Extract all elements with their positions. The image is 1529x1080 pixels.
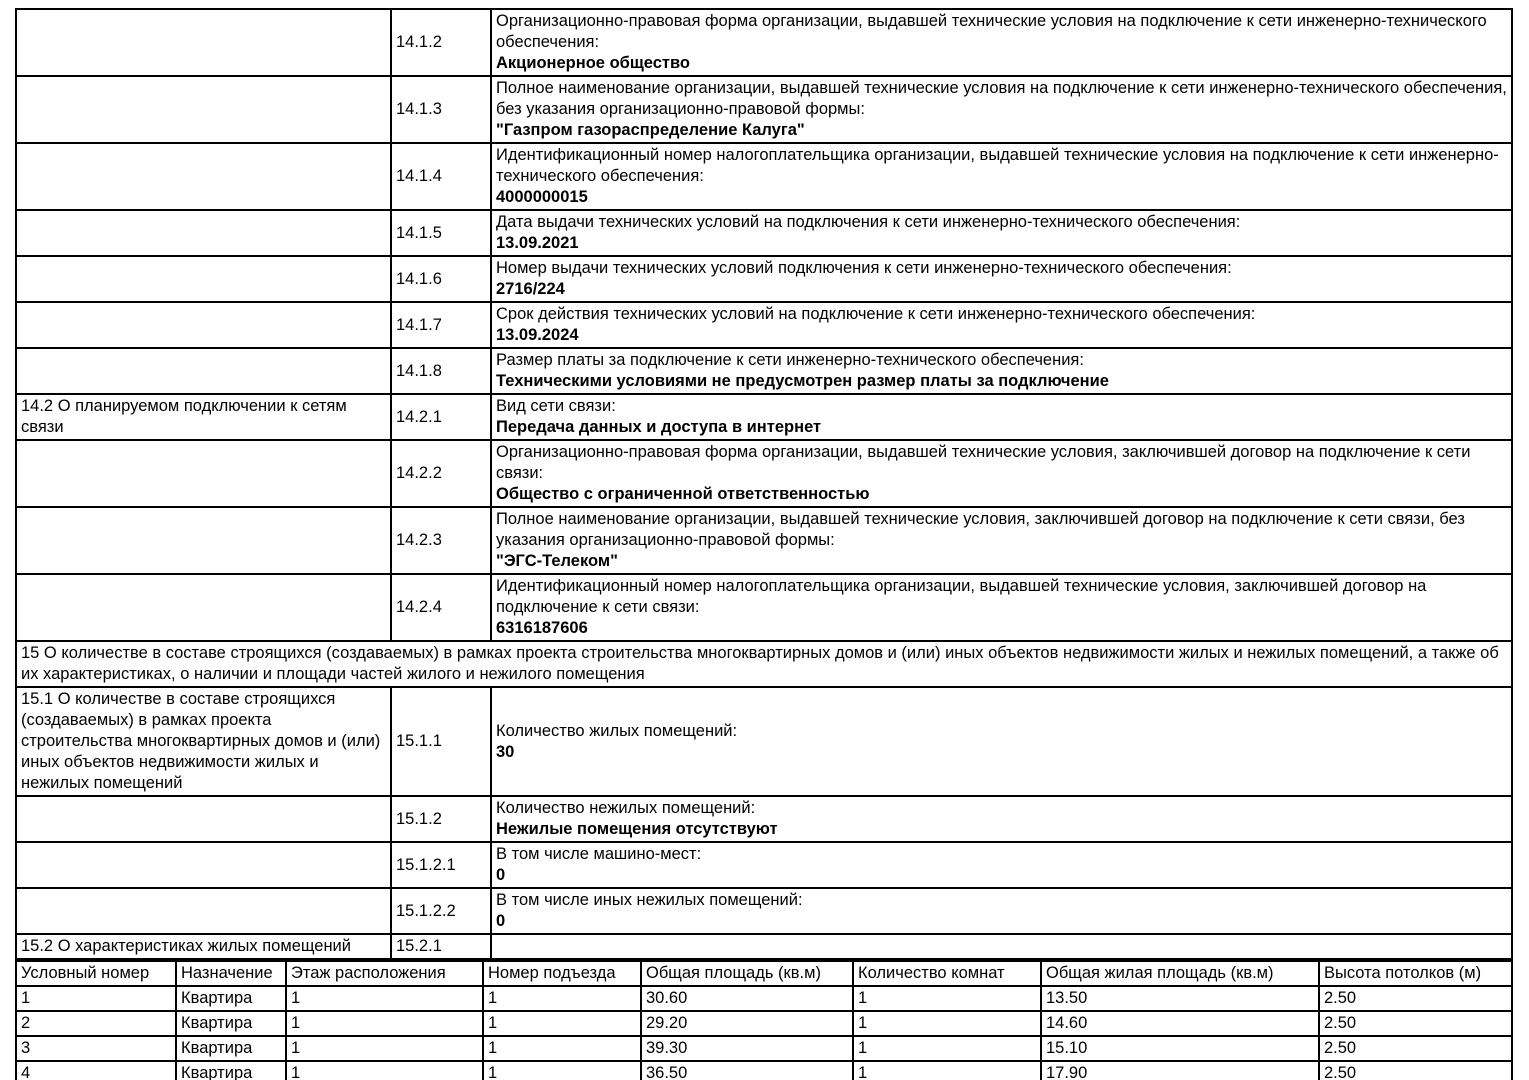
item-content-cell [491, 574, 1512, 641]
field-value: Передача данных и доступа в интернет [496, 418, 822, 436]
section-title-cell [16, 348, 391, 394]
field-value: 0 [496, 912, 506, 930]
declaration-row [16, 394, 1512, 440]
section-title-cell: 15.1 О количестве в составе строящихся (создаваемых) в рамках проекта строительства многоквартирных домов и (или) иных объектов недвижимости жилых и нежилых помещений [16, 687, 391, 796]
item-content-cell [491, 143, 1512, 210]
item-content-cell [491, 76, 1512, 143]
apartment-cell: 2.50 [1319, 1061, 1512, 1080]
apartment-cell: Квартира [176, 1036, 286, 1061]
apartment-cell: 17.90 [1041, 1061, 1319, 1080]
apartment-row [16, 1011, 1512, 1036]
field-label: Размер платы за подключение к сети инженерно-технического обеспечения: [496, 351, 1084, 369]
item-content-cell [491, 934, 1512, 959]
item-number-cell: 14.2.2 [391, 440, 491, 507]
declaration-row [16, 687, 1512, 796]
section-title-cell [16, 842, 391, 888]
item-content-cell [491, 507, 1512, 574]
section-title-cell: 15.2 О характеристиках жилых помещений [16, 934, 391, 959]
apartment-row [16, 1061, 1512, 1080]
apartment-cell: 2.50 [1319, 1011, 1512, 1036]
declaration-details-table [15, 8, 1513, 960]
column-header: Номер подъезда [483, 961, 641, 986]
section-title-cell [16, 302, 391, 348]
column-header: Назначение [176, 961, 286, 986]
item-content-cell [491, 687, 1512, 796]
item-number-cell: 14.2.1 [391, 394, 491, 440]
item-content-cell [491, 888, 1512, 934]
item-number-cell: 15.2.1 [391, 934, 491, 959]
apartment-cell: 1 [286, 1011, 483, 1036]
field-value: 2716/224 [496, 280, 565, 298]
declaration-row [16, 796, 1512, 842]
apartment-cell: Квартира [176, 1061, 286, 1080]
apartments-header-row [16, 961, 1512, 986]
apartments-body [16, 986, 1512, 1080]
item-number-cell: 14.1.5 [391, 210, 491, 256]
section-title-cell [16, 210, 391, 256]
item-content-cell [491, 210, 1512, 256]
item-number-cell: 14.2.4 [391, 574, 491, 641]
section-title-cell [16, 76, 391, 143]
field-label: Дата выдачи технических условий на подключения к сети инженерно-технического обеспечения: [496, 213, 1241, 231]
item-number-cell: 15.1.2 [391, 796, 491, 842]
item-content-cell [491, 440, 1512, 507]
apartment-cell: 1 [286, 1061, 483, 1080]
section-header-row [16, 641, 1512, 687]
item-number-cell: 14.1.8 [391, 348, 491, 394]
apartment-cell: 2.50 [1319, 986, 1512, 1011]
apartment-cell: 29.20 [641, 1011, 853, 1036]
item-content-cell [491, 348, 1512, 394]
item-number-cell: 14.1.6 [391, 256, 491, 302]
apartment-cell: 1 [286, 1036, 483, 1061]
apartment-cell: 36.50 [641, 1061, 853, 1080]
field-value: Акционерное общество [496, 54, 690, 72]
field-label: Срок действия технических условий на подключение к сети инженерно-технического обеспечения: [496, 305, 1256, 323]
apartment-cell: Квартира [176, 986, 286, 1011]
section-title-cell [16, 574, 391, 641]
section-title-cell [16, 256, 391, 302]
section-title-cell [16, 9, 391, 76]
item-content-cell [491, 256, 1512, 302]
field-value: 13.09.2021 [496, 234, 579, 252]
item-number-cell: 14.1.7 [391, 302, 491, 348]
column-header: Высота потолков (м) [1319, 961, 1512, 986]
field-label: Идентификационный номер налогоплательщика организации, выдавшей технические условия на подключение к сети инженерно-технического обеспечения: [496, 146, 1499, 185]
item-number-cell: 14.1.4 [391, 143, 491, 210]
column-header: Условный номер [16, 961, 176, 986]
item-content-cell [491, 302, 1512, 348]
item-number-cell: 14.1.2 [391, 9, 491, 76]
field-label: Организационно-правовая форма организации, выдавшей технические условия на подключение к сети инженерно-технического обеспечения: [496, 12, 1487, 51]
field-value: 6316187606 [496, 619, 588, 637]
column-header: Общая жилая площадь (кв.м) [1041, 961, 1319, 986]
field-value: Нежилые помещения отсутствуют [496, 820, 778, 838]
apartment-cell: 1 [483, 986, 641, 1011]
declaration-row [16, 210, 1512, 256]
field-value: 30 [496, 742, 515, 761]
section-title-cell [16, 888, 391, 934]
section-title-cell [16, 507, 391, 574]
apartment-cell: 1 [483, 1011, 641, 1036]
apartment-cell: 1 [286, 986, 483, 1011]
apartment-cell: 30.60 [641, 986, 853, 1011]
column-header: Общая площадь (кв.м) [641, 961, 853, 986]
field-value: 0 [496, 866, 506, 884]
field-label: Номер выдачи технических условий подключения к сети инженерно-технического обеспечения: [496, 259, 1232, 277]
declaration-row [16, 440, 1512, 507]
item-number-cell: 15.1.2.1 [391, 842, 491, 888]
apartment-cell: 1 [853, 1036, 1041, 1061]
declaration-row [16, 76, 1512, 143]
section-title-cell: 14.2 О планируемом подключении к сетям связи [16, 394, 391, 440]
apartment-cell: 2 [16, 1011, 176, 1036]
item-content-cell [491, 9, 1512, 76]
declaration-row [16, 507, 1512, 574]
item-number-cell: 15.1.2.2 [391, 888, 491, 934]
section-title-cell [16, 440, 391, 507]
declaration-row [16, 574, 1512, 641]
column-header: Этаж расположения [286, 961, 483, 986]
declaration-row [16, 302, 1512, 348]
apartment-cell: 1 [853, 1011, 1041, 1036]
column-header: Количество комнат [853, 961, 1041, 986]
apartment-cell: 14.60 [1041, 1011, 1319, 1036]
item-number-cell: 14.2.3 [391, 507, 491, 574]
apartment-cell: 15.10 [1041, 1036, 1319, 1061]
declaration-row [16, 9, 1512, 76]
apartment-row [16, 1036, 1512, 1061]
declaration-row [16, 348, 1512, 394]
declaration-row [16, 256, 1512, 302]
field-label: В том числе машино-мест: [496, 845, 702, 863]
apartment-cell: 3 [16, 1036, 176, 1061]
item-content-cell [491, 842, 1512, 888]
field-label: Вид сети связи: [496, 397, 616, 415]
field-label: Количество жилых помещений: [496, 721, 738, 740]
field-label: Организационно-правовая форма организации, выдавшей технические условия, заключившей договор на подключение к сети связи: [496, 443, 1471, 482]
declaration-row [16, 842, 1512, 888]
item-content-cell [491, 796, 1512, 842]
field-value: "Газпром газораспределение Калуга" [496, 121, 805, 139]
apartment-cell: 1 [853, 1061, 1041, 1080]
item-number-cell: 14.1.3 [391, 76, 491, 143]
declaration-row [16, 934, 1512, 959]
apartment-cell: 1 [16, 986, 176, 1011]
field-value: 4000000015 [496, 188, 588, 206]
apartment-cell: Квартира [176, 1011, 286, 1036]
section-header-cell: 15 О количестве в составе строящихся (создаваемых) в рамках проекта строительства многоквартирных домов и (или) иных объектов недвижимости жилых и нежилых помещений, а также об их характеристиках, о наличии и площади частей жилого и нежилого помещения [16, 641, 1512, 687]
field-value: "ЭГС-Телеком" [496, 552, 618, 570]
apartment-cell: 1 [853, 986, 1041, 1011]
item-number-cell: 15.1.1 [391, 687, 491, 796]
apartment-cell: 4 [16, 1061, 176, 1080]
field-value: Техническими условиями не предусмотрен размер платы за подключение [496, 372, 1109, 390]
field-label: Полное наименование организации, выдавшей технические условия, заключившей договор на подключение к сети связи, без указания организационно-правовой формы: [496, 510, 1465, 549]
apartment-cell: 2.50 [1319, 1036, 1512, 1061]
apartment-cell: 1 [483, 1036, 641, 1061]
apartments-table [15, 960, 1513, 1080]
field-label: В том числе иных нежилых помещений: [496, 891, 803, 909]
apartment-row [16, 986, 1512, 1011]
section-title-cell [16, 796, 391, 842]
field-label: Полное наименование организации, выдавшей технические условия на подключение к сети инженерно-технического обеспечения, без указания организационно-правовой формы: [496, 79, 1507, 118]
field-value: Общество с ограниченной ответственностью [496, 485, 870, 503]
apartment-cell: 13.50 [1041, 986, 1319, 1011]
field-label: Идентификационный номер налогоплательщика организации, выдавшей технические условия, заключившей договор на подключение к сети связи: [496, 577, 1427, 616]
field-value: 13.09.2024 [496, 326, 579, 344]
declaration-row [16, 888, 1512, 934]
apartment-cell: 39.30 [641, 1036, 853, 1061]
item-content-cell [491, 394, 1512, 440]
section-title-cell [16, 143, 391, 210]
field-label: Количество нежилых помещений: [496, 799, 756, 817]
declaration-row [16, 143, 1512, 210]
apartment-cell: 1 [483, 1061, 641, 1080]
declaration-details-body [16, 9, 1512, 959]
